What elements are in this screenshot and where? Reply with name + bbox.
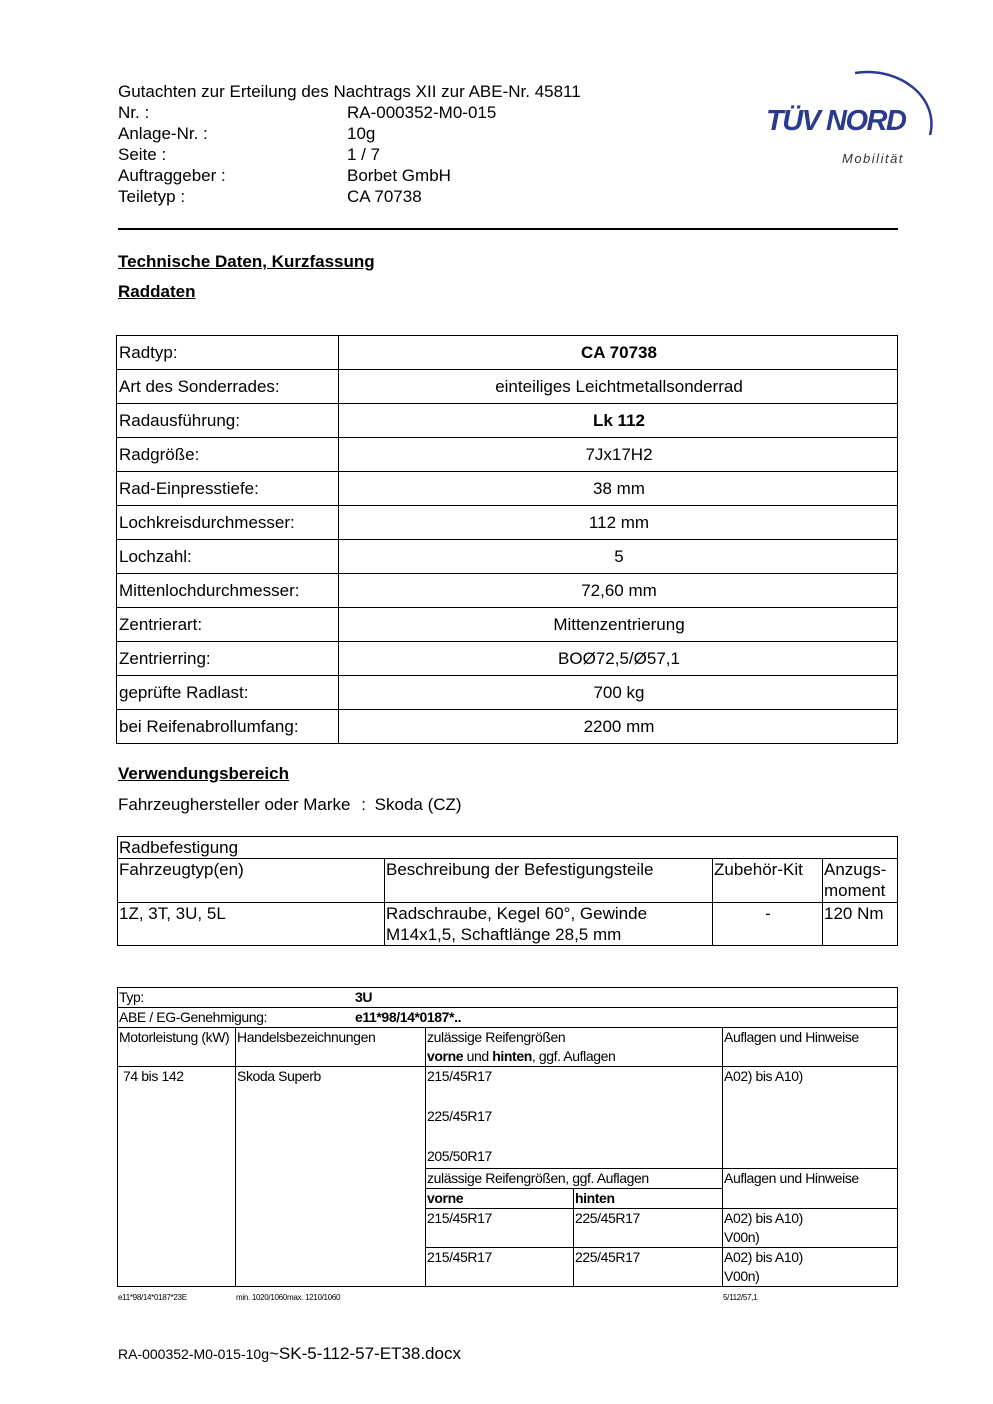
table-row: Zentrierring: BOØ72,5/Ø57,1 (117, 642, 898, 676)
header-row-teiletyp: Teiletyp : CA 70738 (118, 187, 422, 206)
header-row-seite: Seite : 1 / 7 (118, 145, 381, 164)
header-row-auftraggeber: Auftraggeber : Borbet GmbH (118, 166, 451, 185)
manufacturer-label: Fahrzeughersteller oder Marke (118, 795, 351, 814)
report-header (118, 81, 581, 207)
table-row: Typ: 3U (118, 988, 898, 1008)
vehicle-type-table (117, 987, 898, 1287)
table-row: Radausführung: Lk 112 (117, 404, 898, 438)
table-row: 1Z, 3T, 3U, 5L Radschraube, Kegel 60°, Gewinde M14x1,5, Schaftlänge 28,5 mm - 120 Nm (118, 903, 898, 946)
table-row: 215/45R17 225/45R17 A02) bis A10) V00n) (118, 1209, 898, 1248)
footer-doc-number: RA-000352-M0-015-10g (118, 1346, 269, 1362)
wheel-fixing-table (117, 836, 898, 946)
table-row: Art des Sonderrades: einteiliges Leichtmetallsonderrad (117, 370, 898, 404)
table-row: Radgröße: 7Jx17H2 (117, 438, 898, 472)
table-row: 74 bis 142 Skoda Superb 215/45R17 225/45R17 205/50R17 A02) bis A10) (118, 1067, 898, 1169)
section-usage-title: Verwendungsbereich (118, 764, 289, 783)
wheel-data-table (116, 335, 898, 744)
table-row: Zentrierart: Mittenzentrierung (117, 608, 898, 642)
table-row: zulässige Reifengrößen, ggf. Auflagen Auflagen und Hinweise (118, 1169, 898, 1189)
header-divider (118, 228, 898, 230)
manufacturer-value: Skoda (CZ) (374, 795, 462, 814)
page-footer (118, 1344, 461, 1364)
table-row: Radtyp: CA 70738 (117, 336, 898, 370)
tuv-nord-logo (760, 55, 945, 170)
logo-brand: TÜV NORD (766, 105, 906, 137)
table-row: ABE / EG-Genehmigung: e11*98/14*0187*.. (118, 1008, 898, 1028)
table-row: 215/45R17 225/45R17 A02) bis A10) V00n) (118, 1248, 898, 1287)
footer-file-name: ~SK-5-112-57-ET38.docx (268, 1344, 461, 1363)
section-wheel-title: Raddaten (118, 282, 196, 301)
table-row (118, 837, 898, 859)
fixing-title: Radbefestigung (118, 837, 898, 859)
manufacturer-line (118, 795, 462, 815)
table-row: vorne hinten (118, 1189, 898, 1209)
logo-subtitle: Mobilität (842, 151, 904, 166)
report-title: Gutachten zur Erteilung des Nachtrags XII zur ABE-Nr. 45811 (118, 82, 581, 101)
bolt-pattern-small: 5/112/57,1 (723, 1293, 758, 1302)
table-row: Motorleistung (kW) Handelsbezeichnungen zulässige Reifengrößen vorne und hinten, ggf. Auflagen Auflagen und Hinweise (118, 1028, 898, 1067)
manufacturer-separator: : (361, 795, 366, 814)
table-row: Mittenlochdurchmesser: 72,60 mm (117, 574, 898, 608)
header-row-nr: Nr. : RA-000352-M0-015 (118, 103, 497, 122)
table-row: geprüfte Radlast: 700 kg (117, 676, 898, 710)
table-row: Lochzahl: 5 (117, 540, 898, 574)
table-row: bei Reifenabrollumfang: 2200 mm (117, 710, 898, 744)
table-row: Rad-Einpresstiefe: 38 mm (117, 472, 898, 506)
table-row: Lochkreisdurchmesser: 112 mm (117, 506, 898, 540)
approval-code-small: e11*98/14*0187*23E (118, 1293, 187, 1302)
header-row-anlage: Anlage-Nr. : 10g (118, 124, 376, 143)
section-tech-title: Technische Daten, Kurzfassung (118, 252, 375, 271)
axle-load-small: min. 1020/1060max. 1210/1060 (236, 1293, 341, 1302)
table-row: Fahrzeugtyp(en) Beschreibung der Befestigungsteile Zubehör-Kit Anzugs-moment (118, 859, 898, 903)
